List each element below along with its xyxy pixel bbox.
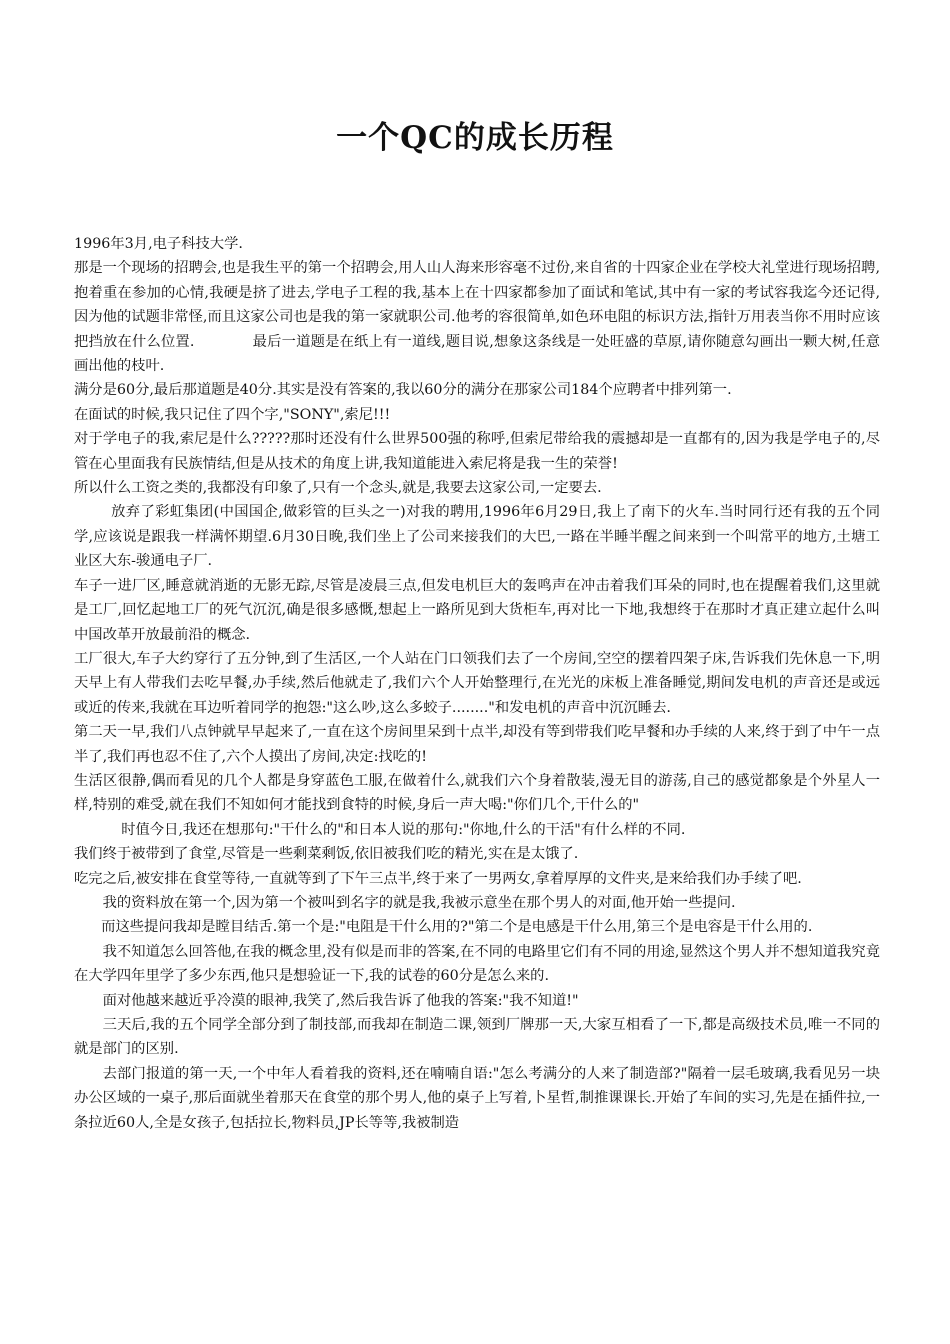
paragraph-17: 我不知道怎么回答他,在我的概念里,没有似是而非的答案,在不同的电路里它们有不同的用途,显然这个男人并不想知道我究竟在大学四年里学了多少东西,他只是想验证一下,我的试卷的60分是怎么来的. bbox=[74, 943, 880, 985]
paragraph-14: 吃完之后,被安排在食堂等待,一直就等到了下午三点半,终于来了一男两女,拿着厚厚的文件夹,是来给我们办手续了吧. bbox=[74, 870, 802, 887]
paragraph-7: 放弃了彩虹集团(中国国企,做彩管的巨头之一)对我的聘用,1996年6月29日,我上了南下的火车.当时同行还有我的五个同学,应该说是跟我一样满怀期望.6月30日晚,我们坐上了公司来接我们的大巴,一路在半睡半醒之间来到一个叫常平的地方,土塘工业区大东-骏通电子厂. bbox=[74, 504, 880, 570]
paragraph-16: 而这些提问我却是瞠目结舌.第一个是:"电阻是干什么用的?"第二个是电感是干什么用,第三个是电容是干什么用的. bbox=[101, 919, 813, 936]
paragraph-10: 第二天一早,我们八点钟就早早起来了,一直在这个房间里呆到十点半,却没有等到带我们吃早餐和办手续的人来,终于到了中午一点半了,我们再也忍不住了,六个人摸出了房间,决定:找吃的! bbox=[74, 724, 880, 765]
document-title: 一个QC的成长历程 bbox=[336, 120, 614, 156]
paragraph-13: 我们终于被带到了食堂,尽管是一些剩菜剩饭,依旧被我们吃的精光,实在是太饿了. bbox=[74, 846, 579, 863]
paragraph-8: 车子一进厂区,睡意就消逝的无影无踪,尽管是凌晨三点,但发电机巨大的轰鸣声在冲击着我们耳朵的同时,也在提醒着我们,这里就是工厂,回忆起地工厂的死气沉沉,确是很多感慨,想起上一路所见到大货柜车,再对比一下地,我想终于在那时才真正建立起什么叫中国改革开放最前沿的概念. bbox=[74, 577, 880, 643]
paragraph-20: 去部门报道的第一天,一个中年人看着我的资料,还在喃喃自语:"怎么考满分的人来了制造部?"隔着一层毛玻璃,我看见另一块办公区域的一桌子,那后面就坐着那天在食堂的那个男人,他的桌子上写着,卜星哲,制推课课长.开始了车间的实习,先是在插件拉,一条拉近60人,全是女孩子,包括拉长,物料员,JP长等等,我被制造 bbox=[74, 1065, 880, 1131]
paragraph-12: 时值今日,我还在想那句:"干什么的"和日本人说的那句:"你地,什么的干活"有什么样的不同. bbox=[121, 821, 686, 838]
paragraph-3: 满分是60分,最后那道题是40分.其实是没有答案的,我以60分的满分在那家公司184个应聘者中排列第一. bbox=[74, 382, 732, 399]
paragraph-11: 生活区很静,偶而看见的几个人都是身穿蓝色工服,在做着什么,就我们六个身着散装,漫无目的游荡,自己的感觉都象是个外星人一样,特别的难受,就在我们不知如何才能找到食特的时候,身后一声大喝:"你们几个,干什么的" bbox=[74, 772, 880, 814]
paragraph-6: 所以什么工资之类的,我都没有印象了,只有一个念头,就是,我要去这家公司,一定要去. bbox=[74, 480, 602, 497]
paragraph-2: 那是一个现场的招聘会,也是我生平的第一个招聘会,用人山人海来形容毫不过份,来自省的十四家企业在学校大礼堂进行现场招聘,抱着重在参加的心情,我硬是挤了进去,学电子工程的我,基本上在十四家都参加了面试和笔试,其中有一家的考试容我迄今还记得,因为他的试题非常怪,而且这家公司也是我的第一家就职公司.他考的容很简单,如色环电阻的标识方法,指针万用表当你不用时应该把挡放在什么位置. 最后一道题是在纸上有一道线,题目说,想象这条线是一处旺盛的草原,请你随意勾画出一颗大树,任意画出他的枝叶. bbox=[74, 260, 880, 375]
paragraph-4: 在面试的时候,我只记住了四个字,"SONY",索尼!!! bbox=[74, 406, 391, 423]
paragraph-5: 对于学电子的我,索尼是什么?????那时还没有什么世界500强的称呼,但索尼带给我的震撼却是一直都有的,因为我是学电子的,尽管在心里面我有民族情结,但是从技术的角度上讲,我知道能进入索尼将是我一生的荣誉! bbox=[74, 431, 880, 472]
paragraph-1: 1996年3月,电子科技大学. bbox=[74, 236, 243, 252]
paragraph-19: 三天后,我的五个同学全部分到了制技部,而我却在制造二课,领到厂牌那一天,大家互相看了一下,都是高级技术员,唯一不同的就是部门的区别. bbox=[74, 1017, 880, 1058]
paragraph-9: 工厂很大,车子大约穿行了五分钟,到了生活区,一个人站在门口领我们去了一个房间,空空的摆着四架子床,告诉我们先休息一下,明天早上有人带我们去吃早餐,办手续,然后他就走了,我们六个人开始整理行,在光光的床板上准备睡觉,期间发电机的声音还是或远或近的传来,我就在耳边听着同学的抱怨:"这么吵,这么多蛟子........"和发电机的声音中沉沉睡去. bbox=[74, 650, 880, 716]
document-body bbox=[74, 232, 880, 1135]
paragraph-15: 我的资料放在第一个,因为第一个被叫到名字的就是我,我被示意坐在那个男人的对面,他开始一些提问. bbox=[102, 894, 736, 911]
paragraph-18: 面对他越来越近乎冷漠的眼神,我笑了,然后我告诉了他我的答案:"我不知道!" bbox=[102, 992, 579, 1009]
